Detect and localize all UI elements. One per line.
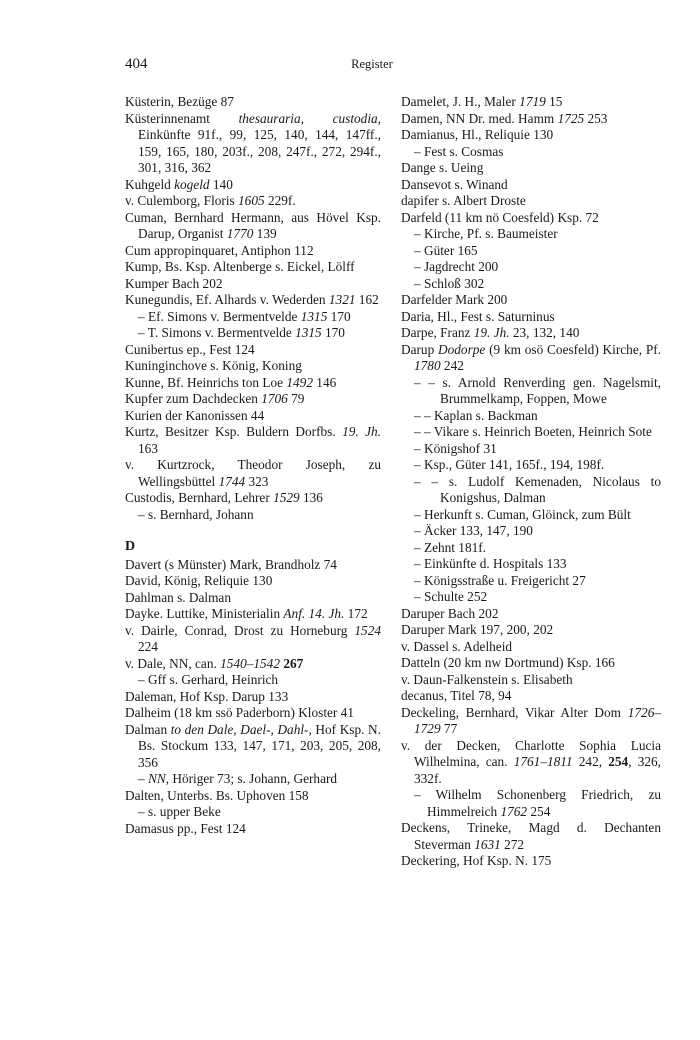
entries-d-continued bbox=[401, 94, 661, 870]
index-entry: – Gff s. Gerhard, Heinrich bbox=[138, 672, 279, 687]
index-entry: Daria, Hl., Fest s. Saturninus bbox=[401, 308, 555, 324]
left-column bbox=[125, 94, 381, 837]
index-entry: – s. Bernhard, Johann bbox=[138, 506, 254, 522]
index-entry: Kurien der Kanonissen 44 bbox=[125, 407, 265, 423]
index-entry: Kuninginchove s. König, Koning bbox=[125, 358, 302, 373]
index-entry: – T. Simons v. Bermentvelde 1315 170 bbox=[138, 325, 345, 340]
index-entry: – Ksp., Güter 141, 165f., 194, 198f. bbox=[414, 457, 605, 472]
index-entry: – Herkunft s. Cuman, Glöinck, zum Bült bbox=[414, 506, 631, 522]
index-entry: v. Dassel s. Adelheid bbox=[401, 638, 513, 654]
index-entry: – – Kaplan s. Backman bbox=[414, 407, 538, 423]
index-entry: Custodis, Bernhard, Lehrer 1529 136 bbox=[125, 490, 323, 505]
index-entry: Darup Dodorpe (9 km osö Coesfeld) Kirche, Pf. 1780 242 bbox=[401, 341, 661, 373]
index-entry: Dahlman s. Dalman bbox=[125, 589, 231, 605]
index-entry: – Ef. Simons v. Bermentvelde 1315 170 bbox=[138, 308, 351, 324]
index-entry: – Kirche, Pf. s. Baumeister bbox=[414, 226, 558, 241]
index-entry: Darfeld (11 km nö Coesfeld) Ksp. 72 bbox=[401, 209, 599, 225]
index-entry: Deckens, Trineke, Magd d. Dechanten Steverman 1631 272 bbox=[401, 820, 661, 852]
index-entry: Cum appropinquaret, Antiphon 112 bbox=[125, 242, 314, 258]
index-entry: – s. upper Beke bbox=[138, 804, 221, 819]
index-entry: v. Dale, NN, can. 1540–1542 267 bbox=[125, 655, 304, 671]
index-entry: dapifer s. Albert Droste bbox=[401, 193, 526, 208]
running-head: Register bbox=[351, 57, 393, 71]
index-entry: Dalman to den Dale, Dael-, Dahl-, Hof Ksp. N. Bs. Stockum 133, 147, 171, 203, 205, 208, 356 bbox=[125, 721, 381, 770]
index-entry: – Schulte 252 bbox=[414, 589, 488, 604]
index-entry: v. Dairle, Conrad, Drost zu Horneburg 1524 224 bbox=[125, 622, 381, 654]
right-column bbox=[401, 94, 661, 870]
index-entry: Küsterin, Bezüge 87 bbox=[125, 94, 234, 109]
index-entry: v. Culemborg, Floris 1605 229f. bbox=[125, 193, 296, 208]
index-entry: Dansevot s. Winand bbox=[401, 176, 508, 192]
index-entry: v. der Decken, Charlotte Sophia Lucia Wilhelmina, can. 1761–1811 242, 254, 326, 332f. bbox=[401, 737, 661, 786]
index-entry: v. Kurtzrock, Theodor Joseph, zu Wellingsbüttel 1744 323 bbox=[125, 457, 381, 489]
index-entry: Daruper Bach 202 bbox=[401, 605, 499, 621]
index-entry: Kump, Bs. Ksp. Altenberge s. Eickel, Lölff bbox=[125, 259, 355, 274]
index-entry: Damasus pp., Fest 124 bbox=[125, 820, 246, 836]
index-entry: – Schloß 302 bbox=[414, 275, 485, 291]
index-entry: Dalheim (18 km ssö Paderborn) Kloster 41 bbox=[125, 705, 354, 720]
index-entry: – – Vikare s. Heinrich Boeten, Heinrich Sote bbox=[414, 424, 652, 439]
index-entry: Damianus, Hl., Reliquie 130 bbox=[401, 127, 554, 142]
index-entry: Darfelder Mark 200 bbox=[401, 292, 508, 307]
index-entry: v. Daun-Falkenstein s. Elisabeth bbox=[401, 671, 573, 687]
index-entry: – NN, Höriger 73; s. Johann, Gerhard bbox=[138, 771, 338, 786]
index-entry: Deckering, Hof Ksp. N. 175 bbox=[401, 853, 552, 868]
index-entry: – Jagdrecht 200 bbox=[414, 259, 499, 274]
index-entry: Damelet, J. H., Maler 1719 15 bbox=[401, 94, 563, 109]
index-entry: Kupfer zum Dachdecken 1706 79 bbox=[125, 391, 305, 406]
index-entry: Daleman, Hof Ksp. Darup 133 bbox=[125, 688, 289, 704]
index-entry: Kurtz, Besitzer Ksp. Buldern Dorfbs. 19. Jh. 163 bbox=[125, 424, 381, 456]
index-entry: – Zehnt 181f. bbox=[414, 539, 487, 555]
index-entry: – Königsstraße u. Freigericht 27 bbox=[414, 572, 586, 588]
index-entry: – Königshof 31 bbox=[414, 440, 497, 456]
index-entry: Cunibertus ep., Fest 124 bbox=[125, 341, 255, 357]
page-header bbox=[125, 56, 619, 76]
index-entry: – Einkünfte d. Hospitals 133 bbox=[414, 556, 567, 571]
entries-k bbox=[125, 94, 381, 523]
index-entry: – Äcker 133, 147, 190 bbox=[414, 523, 533, 538]
index-entry: – Fest s. Cosmas bbox=[414, 143, 504, 159]
index-entry: – Güter 165 bbox=[414, 242, 478, 258]
index-entry: Küsterinnenamt thesauraria, custodia, Einkünfte 91f., 99, 125, 140, 144, 147ff., 159, 165, 180, 203f., 208, 247f., 272, 294f., 301, 316, 362 bbox=[125, 110, 381, 175]
index-entry: Dange s. Ueing bbox=[401, 160, 484, 175]
index-entry: Kuhgeld kogeld 140 bbox=[125, 176, 233, 192]
index-entry: Damen, NN Dr. med. Hamm 1725 253 bbox=[401, 110, 608, 126]
index-entry: Dayke. Luttike, Ministerialin Anf. 14. Jh. 172 bbox=[125, 606, 368, 621]
index-entry: Deckeling, Bernhard, Vikar Alter Dom 1726–1729 77 bbox=[401, 704, 661, 736]
index-entry: Kumper Bach 202 bbox=[125, 275, 223, 291]
index-entry: Daruper Mark 197, 200, 202 bbox=[401, 622, 554, 637]
entries-d bbox=[125, 557, 381, 838]
index-entry: Dalten, Unterbs. Bs. Uphoven 158 bbox=[125, 787, 309, 803]
index-entry: Davert (s Münster) Mark, Brandholz 74 bbox=[125, 556, 337, 572]
index-entry: Kunne, Bf. Heinrichs ton Loe 1492 146 bbox=[125, 374, 337, 390]
index-entry: decanus, Titel 78, 94 bbox=[401, 688, 512, 703]
index-entry: Darpe, Franz 19. Jh. 23, 132, 140 bbox=[401, 325, 580, 340]
index-entry: – – s. Arnold Renverding gen. Nagelsmit, Brummelkamp, Foppen, Mowe bbox=[414, 374, 661, 406]
index-entry: – – s. Ludolf Kemenaden, Nicolaus to Konigshus, Dalman bbox=[414, 473, 661, 505]
index-entry: Cuman, Bernhard Hermann, aus Hövel Ksp. Darup, Organist 1770 139 bbox=[125, 209, 381, 241]
index-entry: David, König, Reliquie 130 bbox=[125, 573, 273, 588]
index-entry: Datteln (20 km nw Dortmund) Ksp. 166 bbox=[401, 655, 615, 670]
index-entry: – Wilhelm Schonenberg Friedrich, zu Himmelreich 1762 254 bbox=[414, 787, 661, 819]
page-number: 404 bbox=[125, 56, 148, 72]
index-entry: Kunegundis, Ef. Alhards v. Wederden 1321 162 bbox=[125, 292, 379, 307]
section-letter-d: D bbox=[125, 539, 136, 554]
